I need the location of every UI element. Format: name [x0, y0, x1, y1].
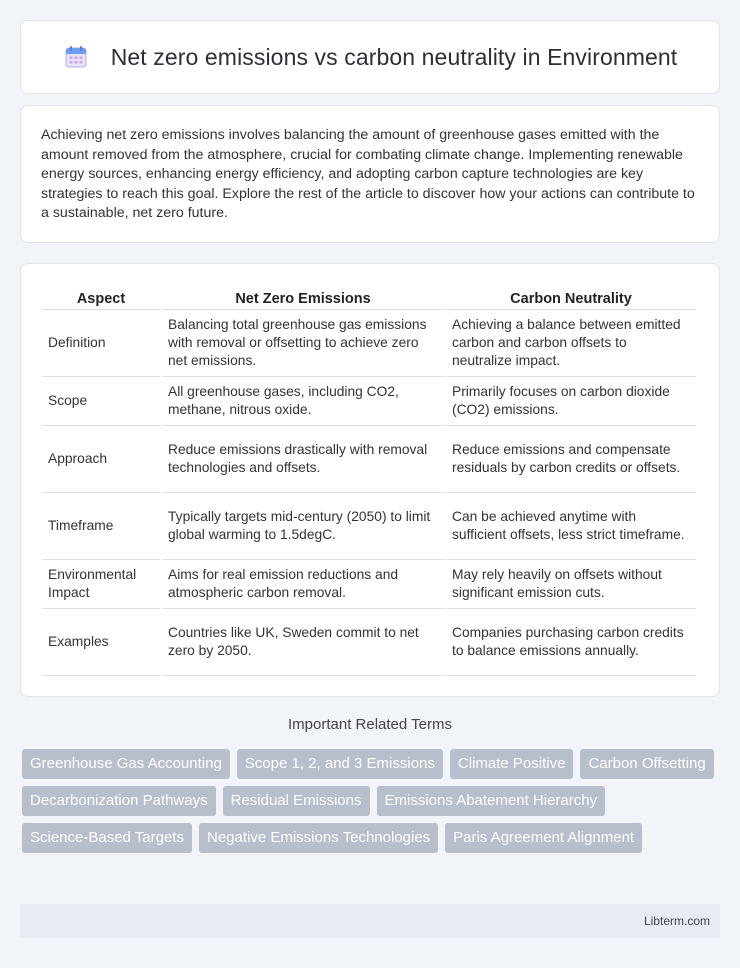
aspect-cell: Approach: [42, 426, 160, 493]
related-term-tag[interactable]: Climate Positive: [450, 749, 574, 779]
table-row: [42, 377, 696, 426]
related-term-tag[interactable]: Greenhouse Gas Accounting: [22, 749, 230, 779]
table-row: [42, 426, 696, 493]
column-header-carbon-neutrality: Carbon Neutrality: [446, 284, 696, 310]
related-term-tag[interactable]: Emissions Abatement Hierarchy: [377, 786, 606, 816]
intro-card: [20, 105, 720, 243]
aspect-cell: Timeframe: [42, 493, 160, 560]
related-terms-list: [22, 749, 722, 853]
page-title: Net zero emissions vs carbon neutrality in Environment: [110, 43, 678, 70]
net-zero-cell: Aims for real emission reductions and atmospheric carbon removal.: [162, 560, 444, 609]
net-zero-cell: Countries like UK, Sweden commit to net zero by 2050.: [162, 609, 444, 676]
column-header-net-zero: Net Zero Emissions: [162, 284, 444, 310]
table-row: [42, 609, 696, 676]
aspect-cell: Examples: [42, 609, 160, 676]
carbon-neutrality-cell: Companies purchasing carbon credits to balance emissions annually.: [446, 609, 696, 676]
carbon-neutrality-cell: Reduce emissions and compensate residuals by carbon credits or offsets.: [446, 426, 696, 493]
related-term-tag[interactable]: Paris Agreement Alignment: [445, 823, 642, 853]
footer-site-link[interactable]: Libterm.com: [643, 914, 710, 928]
aspect-cell: Environmental Impact: [42, 560, 160, 609]
related-term-tag[interactable]: Carbon Offsetting: [580, 749, 713, 779]
table-header-row: [42, 284, 696, 310]
related-term-tag[interactable]: Residual Emissions: [223, 786, 370, 816]
table-row: [42, 310, 696, 377]
net-zero-cell: All greenhouse gases, including CO2, methane, nitrous oxide.: [162, 377, 444, 426]
table-row: [42, 560, 696, 609]
related-term-tag[interactable]: Decarbonization Pathways: [22, 786, 216, 816]
related-term-tag[interactable]: Scope 1, 2, and 3 Emissions: [237, 749, 443, 779]
carbon-neutrality-cell: Achieving a balance between emitted carbon and carbon offsets to neutralize impact.: [446, 310, 696, 377]
related-term-tag[interactable]: Negative Emissions Technologies: [199, 823, 438, 853]
comparison-table: [40, 284, 698, 676]
carbon-neutrality-cell: Can be achieved anytime with sufficient offsets, less strict timeframe.: [446, 493, 696, 560]
related-terms-heading: Important Related Terms: [288, 716, 452, 733]
footer: [20, 904, 720, 938]
net-zero-cell: Reduce emissions drastically with removal technologies and offsets.: [162, 426, 444, 493]
header-card: [20, 20, 720, 94]
table-row: [42, 493, 696, 560]
related-term-tag[interactable]: Science-Based Targets: [22, 823, 192, 853]
calendar-icon: [63, 44, 89, 70]
carbon-neutrality-cell: May rely heavily on offsets without significant emission cuts.: [446, 560, 696, 609]
aspect-cell: Definition: [42, 310, 160, 377]
column-header-aspect: Aspect: [42, 284, 160, 310]
carbon-neutrality-cell: Primarily focuses on carbon dioxide (CO2) emissions.: [446, 377, 696, 426]
header: [63, 44, 678, 71]
comparison-table-card: [20, 263, 720, 697]
intro-paragraph: Achieving net zero emissions involves balancing the amount of greenhouse gases emitted with the amount removed from the atmosphere, crucial for combating climate change. Implementing renewable energy sources, enhancing energy efficiency, and adopting carbon capture technologies are key strategies to reach this goal. Explore the rest of the article to discover how your actions can contribute to a sustainable, net zero future.: [41, 127, 695, 221]
aspect-cell: Scope: [42, 377, 160, 426]
net-zero-cell: Typically targets mid-century (2050) to limit global warming to 1.5degC.: [162, 493, 444, 560]
net-zero-cell: Balancing total greenhouse gas emissions with removal or offsetting to achieve zero net emissions.: [162, 310, 444, 377]
